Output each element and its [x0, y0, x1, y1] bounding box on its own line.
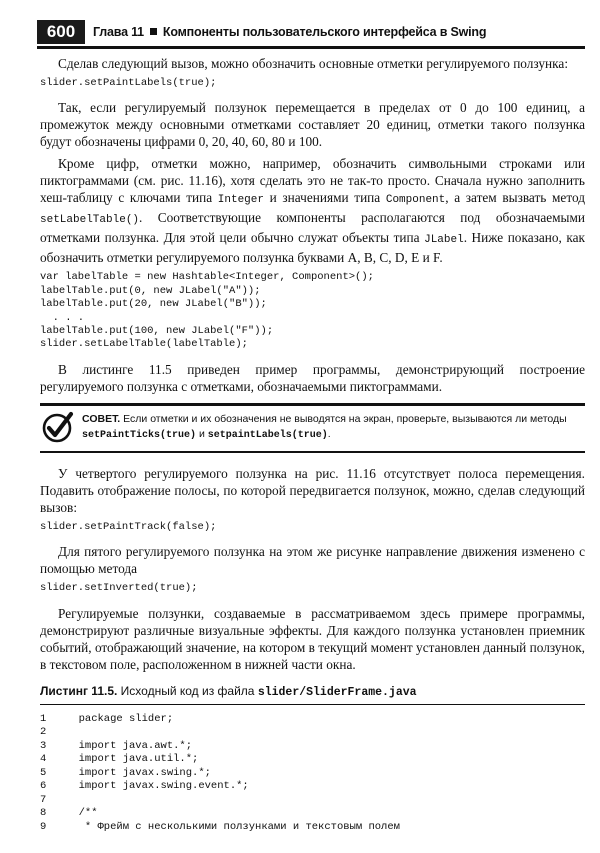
code-line — [40, 794, 400, 808]
line-number: 8 — [40, 807, 47, 820]
line-number: 3 — [40, 739, 47, 752]
code-line — [40, 726, 400, 740]
text-run: . — [327, 427, 331, 440]
chapter-title: Компоненты пользовательского интерфейса в Swing — [162, 25, 487, 39]
line-number: 4 — [40, 753, 47, 766]
line-code: import javax.swing.event.*; — [66, 780, 249, 793]
square-bullet-icon — [150, 28, 157, 35]
line-code: package slider; — [66, 712, 174, 725]
code-line — [40, 780, 400, 794]
code-snippet-1: slider.setPaintLabels(true); — [40, 77, 217, 89]
text-run: Если отметки и их обозначения не выводятся на экран, проверьте, вызываются ли методы — [120, 412, 567, 425]
tip-box — [40, 403, 585, 453]
checkmark-icon — [42, 411, 74, 443]
text-run: . Соответствующие компоненты располагаются под обозначаемыми отметками ползунка. Для этой цели обычно служат объекты типа — [40, 210, 585, 246]
code-line — [40, 767, 400, 781]
inline-code: setpaintLabels(true) — [207, 429, 328, 441]
listing-title — [40, 683, 585, 705]
inline-code: setPaintTicks(true) — [82, 429, 197, 441]
paragraph-7: Регулируемые ползунки, создаваемые в рассматриваемом здесь примере программы, демонстрируют различные визуальные эффекты. Для каждого ползунка установлен приемник событий, отображающий значение, на котором в текущий момент установлен данный ползунок, в текстовом поле, расположенном в нижней части окна. — [40, 605, 585, 672]
code-line — [40, 821, 400, 835]
line-code: /** — [66, 807, 98, 820]
inline-code: JLabel — [424, 234, 464, 247]
text-run: Исходный код из файла — [117, 683, 258, 698]
line-number: 1 — [40, 712, 47, 725]
paragraph-4: В листинге 11.5 приведен пример программы, демонстрирующий построение регулируемого ползунка с отметками, обозначаемыми пиктограммами. — [40, 361, 585, 394]
running-header — [37, 20, 585, 49]
line-number: 5 — [40, 766, 47, 779]
inline-code: setLabelTable() — [40, 214, 140, 227]
inline-code: Component — [385, 194, 446, 207]
code-snippet-3: slider.setPaintTrack(false); — [40, 520, 217, 533]
line-number: 6 — [40, 780, 47, 793]
text-run: и — [196, 427, 208, 440]
code-line — [40, 753, 400, 767]
paragraph-5: У четвертого регулируемого ползунка на рис. 11.16 отсутствует полоса перемещения. Подавить отображение полосы, по которой передвигается ползунок, можно, сделав следующий вызов: — [40, 465, 585, 515]
tip-text — [82, 412, 585, 443]
inline-code: Integer — [217, 194, 264, 207]
listing-filename: slider/SliderFrame.java — [257, 685, 417, 699]
line-code: import java.awt.*; — [66, 739, 193, 752]
paragraph-3 — [40, 155, 585, 266]
line-code: import java.util.*; — [66, 753, 199, 766]
page-number: 600 — [37, 20, 85, 44]
line-code: import javax.swing.*; — [66, 766, 211, 779]
line-number: 2 — [40, 726, 47, 739]
paragraph-6: Для пятого регулируемого ползунка на этом же рисунке направление движения изменено с помощью метода — [40, 544, 585, 577]
line-code — [66, 794, 400, 808]
text-run: , а затем вызвать метод — [445, 190, 585, 206]
line-number: 7 — [40, 793, 47, 806]
code-snippet-4: slider.setInverted(true); — [40, 582, 198, 595]
line-number: 9 — [40, 820, 47, 833]
code-listing — [40, 713, 400, 835]
chapter-heading — [93, 23, 486, 41]
paragraph-2: Так, если регулируемый ползунок перемещается в пределах от 0 до 100 единиц, а промежуток между основными отметками составляет 20 единиц, отметки такого ползунка будут обозначены цифрами 0, 20, 40, 60, 80 и 100. — [40, 100, 585, 150]
text-run: и значениями типа — [264, 190, 386, 206]
tip-label: СОВЕТ. — [82, 412, 121, 425]
text-run: . Ниже показано, как обозначить отметки регулируемого ползунка буквами A, B, C, D, E и F. — [40, 230, 585, 266]
page-body — [40, 55, 585, 834]
code-snippet-2: var labelTable = new Hashtable<Integer, Component>(); labelTable.put(0, new JLabel("A")); labelTable.put(20, new JLabel("B")); . . . labelTable.put(100, new JLabel("F")); slider.setLabelTable(labelTable); — [40, 271, 374, 351]
code-line — [40, 740, 400, 754]
listing-label: Листинг 11.5. — [40, 683, 118, 698]
line-code — [66, 726, 400, 740]
chapter-number: Глава 11 — [93, 25, 144, 39]
code-line — [40, 713, 400, 727]
code-line — [40, 807, 400, 821]
line-code: * Фрейм с несколькими ползунками и текстовым полем — [66, 820, 400, 833]
text-run: Кроме цифр, отметки можно, например, обозначить символьными строками или пиктограммами (см. рис. 11.16), хотя сделать это не так-то просто. Сначала нужно заполнить хеш-таблицу с ключами типа — [40, 156, 585, 206]
paragraph-1: Сделав следующий вызов, можно обозначить основные отметки регулируемого ползунка: — [58, 56, 569, 71]
